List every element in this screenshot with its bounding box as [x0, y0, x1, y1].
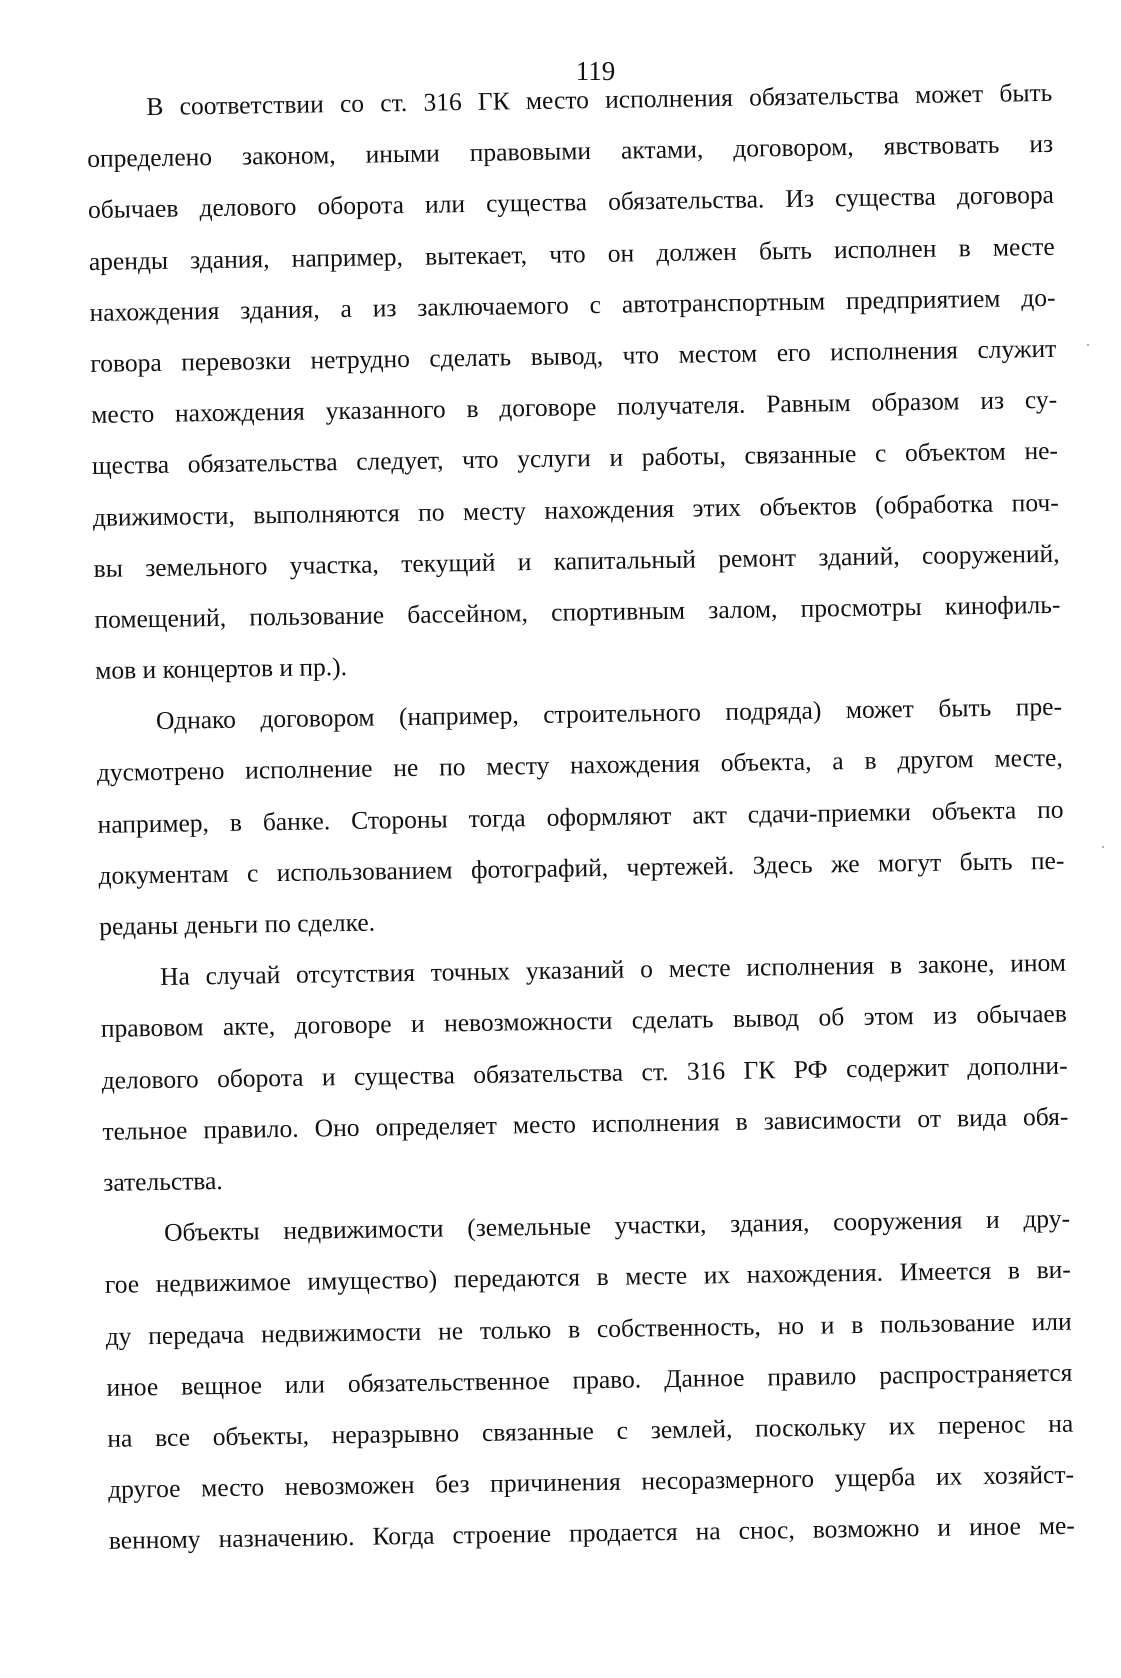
text-line: ду передача недвижимости не только в собственность, но и в пользование или: [105, 1306, 1072, 1351]
text-line: документам с использованием фотографий, чертежей. Здесь же могут быть пе-: [98, 845, 1065, 890]
text-line: тельное правило. Оно определяет место исполнения в зависимости от вида обя-: [102, 1101, 1069, 1146]
text-line: нахождения здания, а из заключаемого с автотранспортным предприятием до-: [89, 282, 1056, 327]
text-line: В соответствии со ст. 316 ГК место исполнения обязательства может быть: [146, 77, 1053, 122]
text-line: обычаев делового оборота или существа обязательства. Из существа договора: [87, 180, 1055, 225]
paragraph-4: [104, 1193, 1076, 1566]
scan-speck: [1102, 846, 1104, 848]
text-line: Объекты недвижимости (земельные участки, здания, сооружения и дру-: [163, 1203, 1071, 1248]
text-line: определено законом, иными правовыми актами, договором, явствовать из: [86, 129, 1054, 174]
text-line: аренды здания, например, вытекает, что он должен быть исполнен в месте: [88, 231, 1055, 276]
text-line: правовом акте, договоре и невозможности сделать вывод об этом из обычаев: [100, 999, 1067, 1044]
body-text: [86, 67, 1075, 1566]
text-line: дусмотрено исполнение не по месту нахождения объекта, а в другом месте,: [96, 743, 1063, 788]
text-line: место нахождения указанного в договоре получателя. Равным образом из су-: [90, 384, 1058, 430]
page-number: 119: [575, 56, 616, 86]
text-line: иное вещное или обязательственное право. Данное правило распространяется: [106, 1357, 1073, 1402]
text-line: например, в банке. Стороны тогда оформляют акт сдачи-приемки объекта по: [97, 794, 1064, 839]
text-line: вы земельного участка, текущий и капитальный ремонт зданий, сооружений,: [93, 538, 1060, 583]
paragraph-2: [96, 681, 1066, 952]
text-line: другое место невозможен без причинения несоразмерного ущерба их хозяйст-: [107, 1459, 1075, 1504]
text-line: говора перевозки нетрудно сделать вывод, что местом его исполнения служит: [90, 333, 1057, 378]
scan-speck: [1087, 344, 1089, 346]
text-line: на все объекты, неразрывно связанные с землей, поскольку их перенос на: [107, 1408, 1074, 1453]
text-line: гое недвижимое имущество) передаются в месте их нахождения. Имеется в ви-: [104, 1254, 1072, 1300]
text-line: зательства.: [103, 1165, 223, 1197]
text-line: На случай отсутствия точных указаний о месте исполнения в законе, ином: [159, 947, 1067, 992]
paragraph-3: [100, 937, 1070, 1208]
text-line: Однако договором (например, строительного подряда) может быть пре-: [155, 691, 1063, 736]
text-line: делового оборота и существа обязательства ст. 316 ГК РФ содержит дополни-: [101, 1050, 1068, 1095]
text-line: щества обязательства следует, что услуги и работы, связанные с объектом не-: [91, 436, 1059, 481]
text-line: реданы деньги по сделке.: [99, 907, 376, 941]
text-line: венному назначению. Когда строение продается на снос, возможно и иное ме-: [108, 1510, 1076, 1556]
text-line: помещений, пользование бассейном, спортивным залом, просмотры кинофиль-: [94, 589, 1061, 634]
text-line: мов и концертов и пр.).: [95, 652, 348, 685]
text-line: движимости, выполняются по месту нахождения этих объектов (обработка поч-: [92, 487, 1059, 532]
paragraph-1: [86, 67, 1062, 696]
